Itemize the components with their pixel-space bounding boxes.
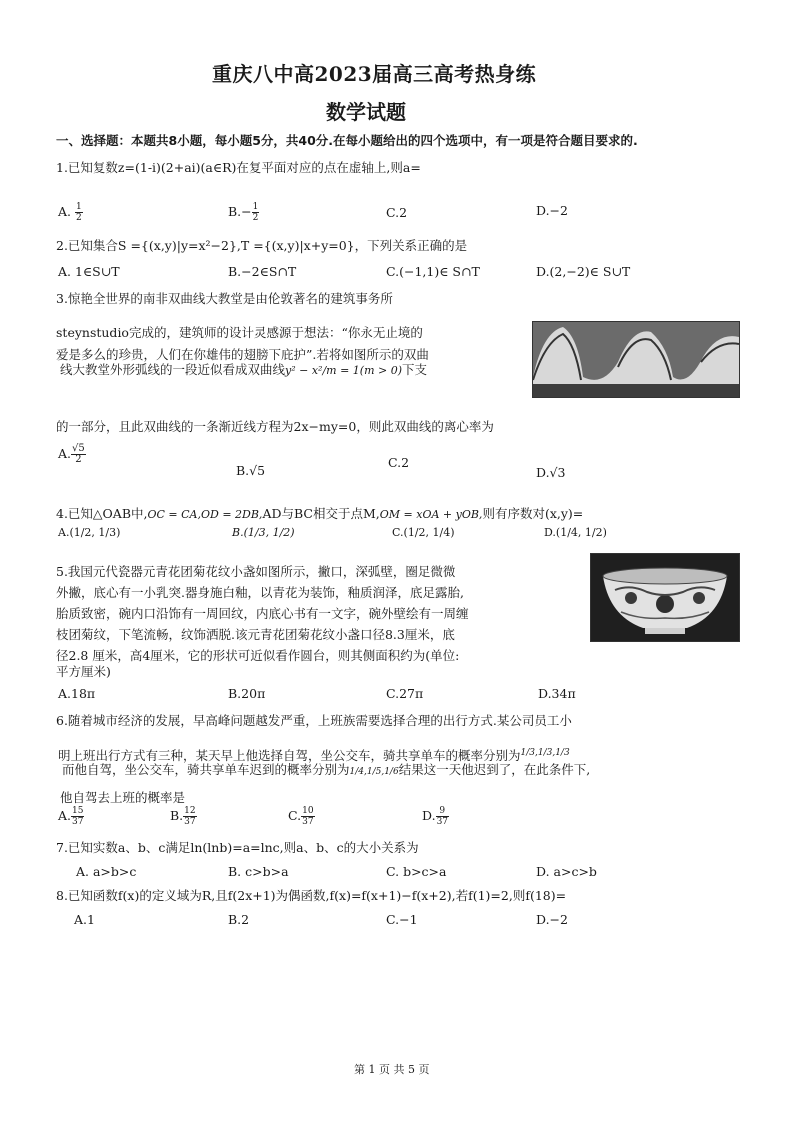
question-2-option-b: B.−2∈S∩T — [228, 264, 297, 279]
hyperbola-equation: y² − x²/m = 1(m > 0) — [285, 364, 403, 377]
question-6-option-c: C. $\frac{10}{37}$ — [288, 806, 314, 827]
question-6-option-a: A. $\frac{15}{37}$ — [58, 806, 84, 827]
question-5-line-5: 径2.8 厘米，高4厘米，它的形状可近似看作圆台，则其侧面积约为(单位: — [56, 648, 460, 663]
porcelain-bowl-photo — [590, 553, 740, 642]
cathedral-illustration — [533, 322, 739, 397]
question-4-option-d: D.(1/4, 1/2) — [544, 526, 607, 539]
exam-title: 重庆八中高2023届高三高考热身练 — [212, 62, 537, 86]
question-6-line-3: 而他自驾，坐公交车，骑共享单车迟到的概率分别为1/4,1/5,1/6结果这一天他迟到了，在此条件下, — [62, 762, 591, 777]
question-1-option-a: A. $\frac{1}{2}$ — [58, 202, 82, 223]
question-5-option-c: C.27π — [386, 686, 424, 701]
question-8-option-a: A.1 — [74, 912, 95, 927]
question-3-option-d: D.√3 — [536, 465, 566, 480]
question-5-option-a: A.18π — [58, 686, 96, 701]
question-4-option-c: C.(1/2, 1/4) — [392, 526, 455, 539]
cathedral-photo — [532, 321, 740, 398]
question-1-text: 1.已知复数z=(1-i)(2+ai)(a∈R)在复平面对应的点在虚轴上,则a= — [56, 160, 421, 175]
question-5-line-2: 外撇，底心有一小乳突.器身施白釉，以青花为装饰，釉质润泽，底足露胎, — [56, 585, 464, 600]
bowl-illustration — [591, 554, 739, 641]
question-5-line-3: 胎质致密，碗内口沿饰有一周回纹，内底心书有一文字，碗外壁绘有一周缠 — [56, 606, 469, 621]
question-5-option-b: B.20π — [228, 686, 266, 701]
question-4-option-a: A.(1/2, 1/3) — [58, 526, 121, 539]
question-7-option-b: B. c>b>a — [228, 864, 289, 879]
question-5-line-6: 平方厘米) — [56, 664, 111, 679]
question-3-line-3: 爱是多么的珍贵，人们在你雄伟的翅膀下庇护”.若将如图所示的双曲 — [56, 347, 429, 362]
question-7-option-c: C. b>c>a — [386, 864, 447, 879]
question-5-option-d: D.34π — [538, 686, 576, 701]
question-7-text: 7.已知实数a、b、c满足ln(lnb)=a=lnc,则a、b、c的大小关系为 — [56, 840, 419, 855]
question-6-line-2: 明上班出行方式有三种，某天早上他选择自驾，坐公交车，骑共享单车的概率分别为$^{1/3,1/3,1/3}$ — [58, 747, 570, 763]
question-2-text: 2.已知集合S ={(x,y)|y=x²−2},T ={(x,y)|x+y=0}，下列关系正确的是 — [56, 238, 468, 253]
question-3-line-5: 的一部分，且此双曲线的一条渐近线方程为2x−my=0，则此双曲线的离心率为 — [56, 419, 494, 434]
question-8-option-d: D.−2 — [536, 912, 568, 927]
question-7-option-d: D. a>c>b — [536, 864, 597, 879]
question-1-option-c: C.2 — [386, 205, 408, 220]
question-2-option-c: C.(−1,1)∈ S∩T — [386, 264, 480, 279]
question-1-option-d: D.−2 — [536, 203, 568, 218]
question-6-line-4: 他自驾去上班的概率是 — [60, 790, 186, 805]
section-heading: 一、选择题：本题共8小题，每小题5分，共40分.在每小题给出的四个选项中，有一项是符合题目要求的. — [56, 133, 638, 148]
question-3-line-2: steynstudio完成的，建筑师的设计灵感源于想法：“你永无止境的 — [56, 325, 423, 340]
question-2-option-d: D.(2,−2)∈ S∪T — [536, 264, 631, 279]
question-2-option-a: A. 1∈S∪T — [58, 264, 120, 279]
exam-subtitle: 数学试题 — [326, 100, 406, 124]
question-3-line-4: 线大教堂外形弧线的一段近似看成双曲线y² − x²/m = 1(m > 0)下支 — [60, 362, 428, 377]
question-3-option-a: A. $\frac{√5}{2}$ — [58, 443, 85, 465]
question-8-option-b: B.2 — [228, 912, 250, 927]
question-7-option-a: A. a>b>c — [76, 864, 137, 879]
question-4-option-b: B.(1/3, 1/2) — [232, 526, 295, 539]
question-6-option-b: B. $\frac{12}{37}$ — [170, 806, 196, 827]
question-6-option-d: D. $\frac{9}{37}$ — [422, 806, 449, 827]
question-4-text: 4.已知△OAB中,OC = CA,OD = 2DB,AD与BC相交于点M,OM = xOA + yOB,则有序数对(x,y)= — [56, 506, 584, 521]
question-3-line-1: 3.惊艳全世界的南非双曲线大教堂是由伦敦著名的建筑事务所 — [56, 291, 393, 306]
question-5-line-1: 5.我国元代瓷器元青花团菊花纹小盏如图所示，撇口，深弧壁，圈足微微 — [56, 564, 456, 579]
question-3-option-b: B.√5 — [236, 463, 266, 478]
question-8-text: 8.已知函数f(x)的定义域为R,且f(2x+1)为偶函数,f(x)=f(x+1)−f(x+2),若f(1)=2,则f(18)= — [56, 888, 567, 903]
question-5-line-4: 枝团菊纹，下笔流畅，纹饰洒脱.该元青花团菊花纹小盏口径8.3厘米，底 — [56, 627, 455, 642]
question-6-line-1: 6.随着城市经济的发展，早高峰问题越发严重，上班族需要选择合理的出行方式.某公司员工小 — [56, 713, 572, 728]
question-3-option-c: C.2 — [388, 455, 410, 470]
page-number: 第 1 页 共 5 页 — [354, 1063, 430, 1076]
question-8-option-c: C.−1 — [386, 912, 418, 927]
question-1-option-b: B.− $\frac{1}{2}$ — [228, 202, 259, 223]
